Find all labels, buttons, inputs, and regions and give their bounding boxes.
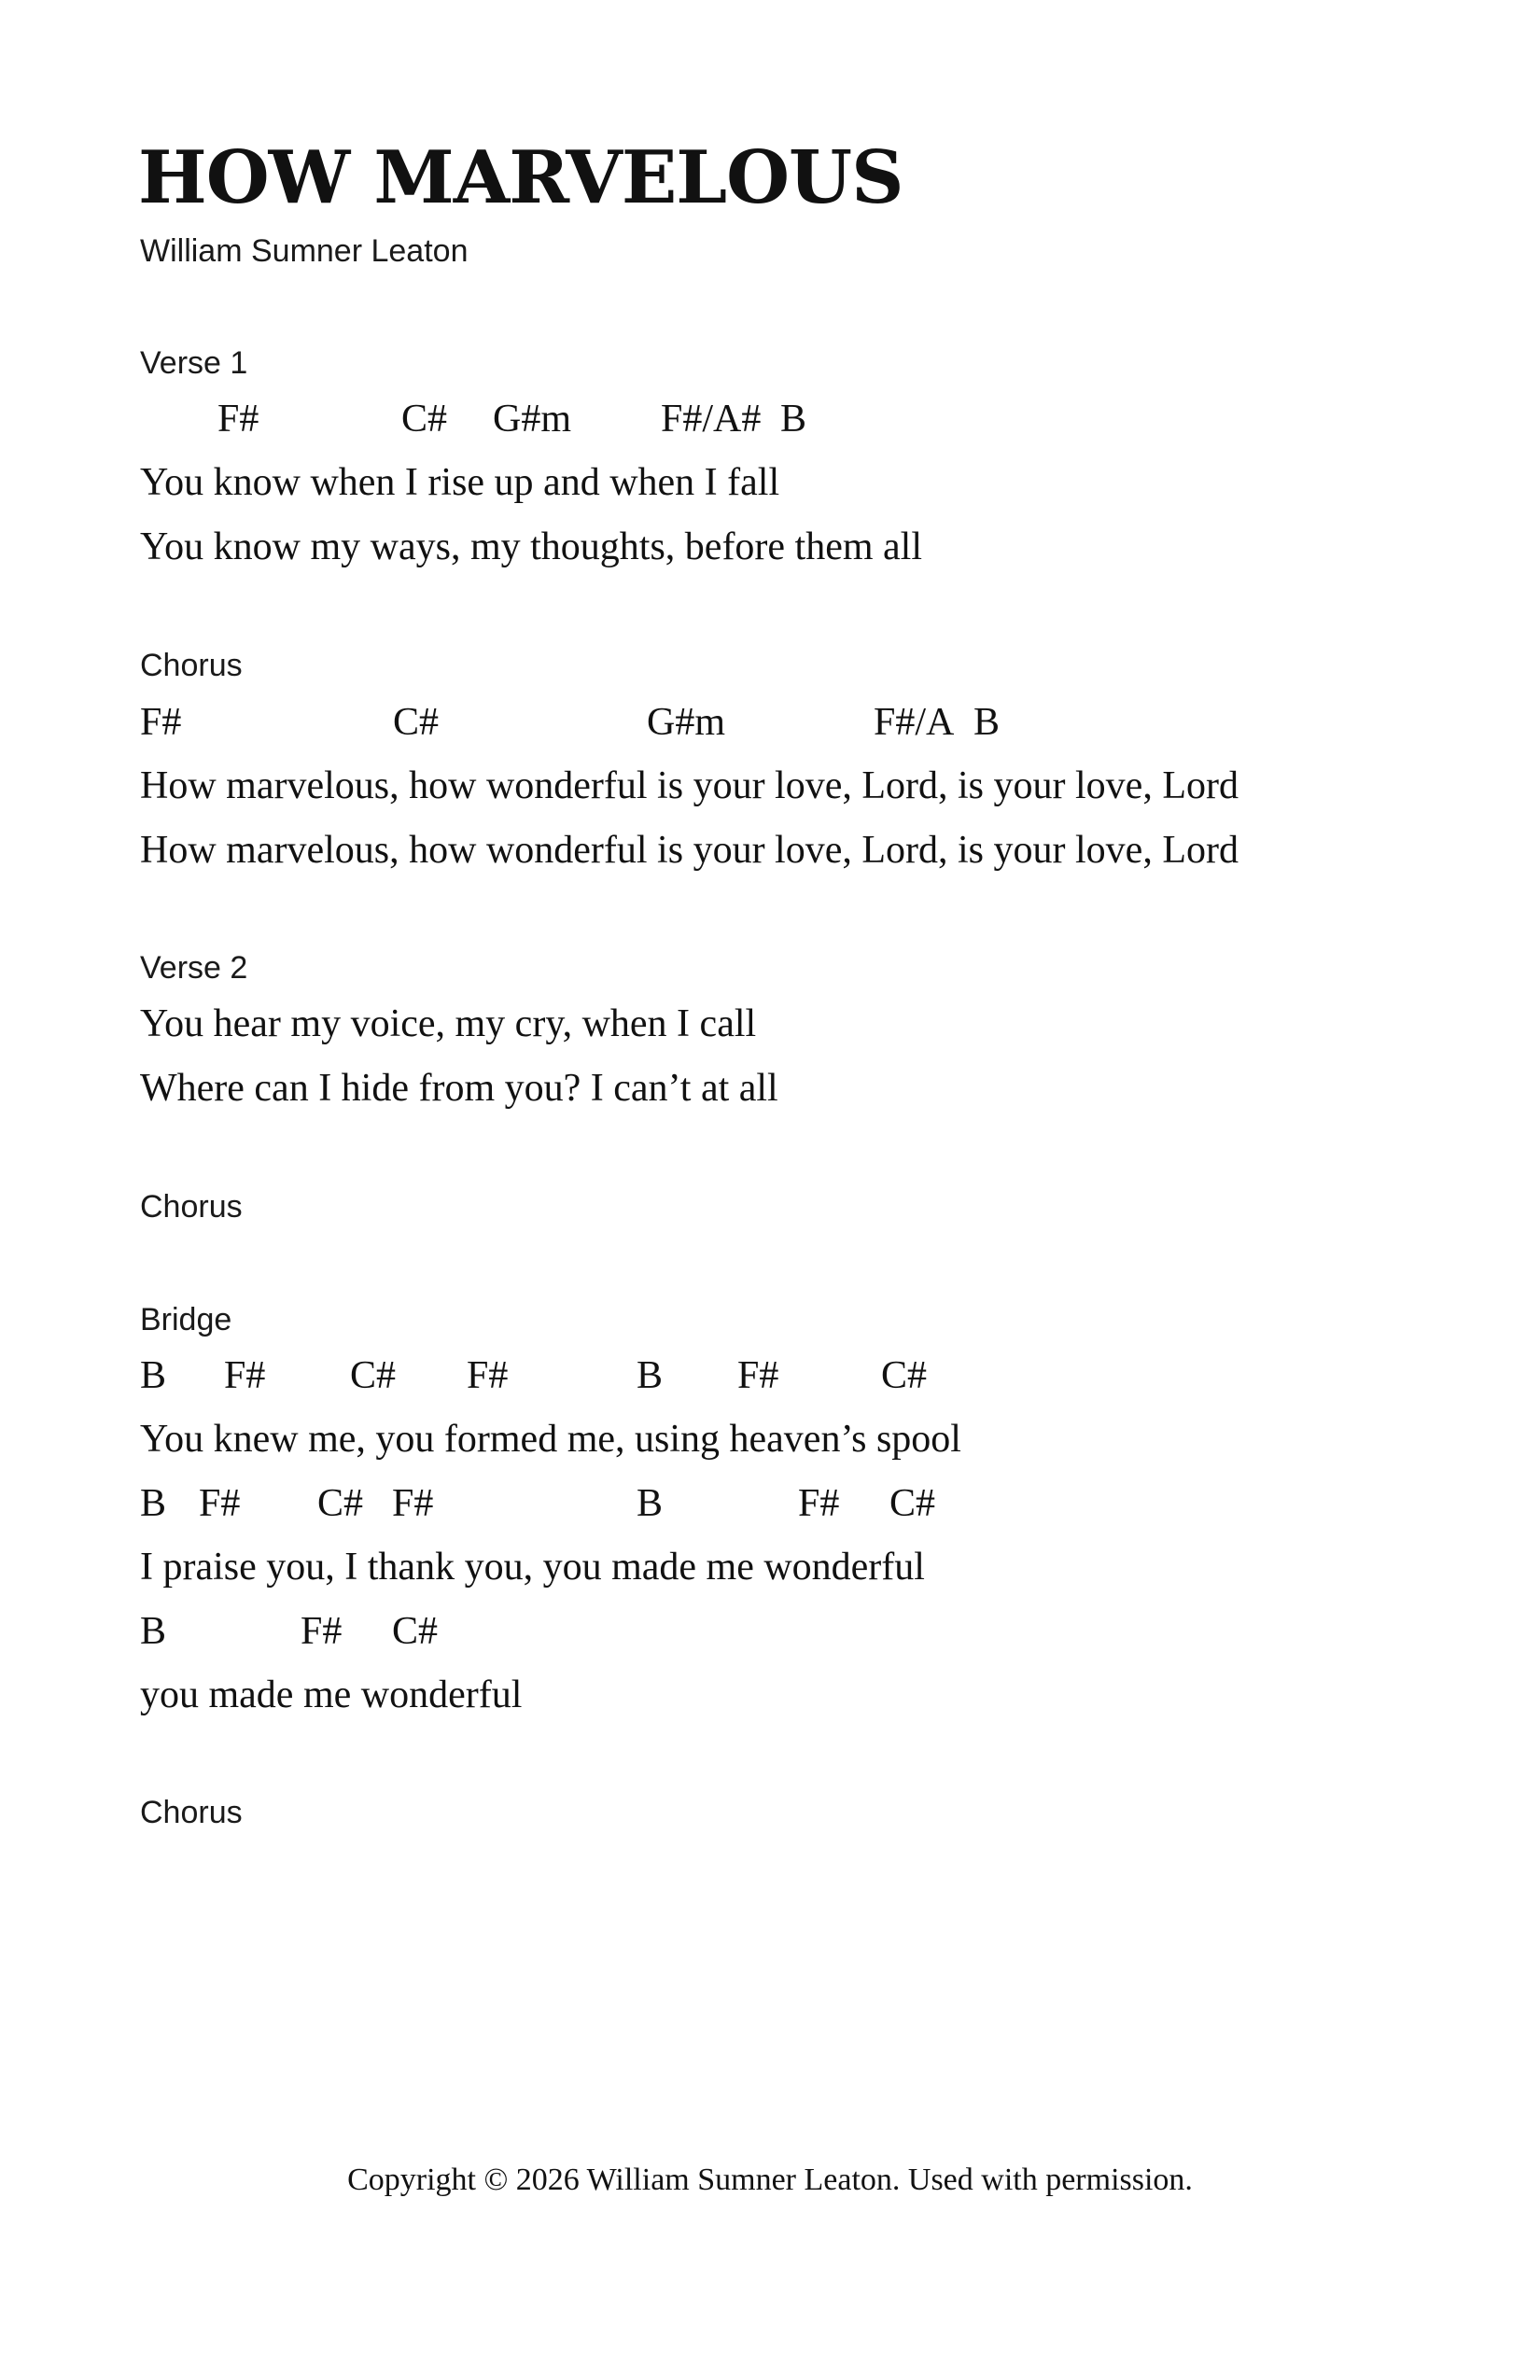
chord: F# [224, 1354, 266, 1397]
chord: C# [889, 1482, 936, 1525]
lyric-line: you made me wonderful [140, 1673, 523, 1716]
chord: C# [401, 398, 448, 441]
page-title: HOW MARVELOUS [138, 135, 903, 220]
section-label-bridge: Bridge [140, 1302, 232, 1337]
chord: F# [301, 1610, 343, 1653]
chord: B [780, 398, 807, 441]
section-label-verse-1: Verse 1 [140, 345, 248, 381]
lyric-line: How marvelous, how wonderful is your love, Lord, is your love, Lord [140, 829, 1239, 872]
chord: C# [392, 1610, 439, 1653]
chord: B [637, 1354, 664, 1397]
chord: B [973, 701, 1001, 744]
section-label-chorus: Chorus [140, 648, 243, 683]
lyric-line: Where can I hide from you? I can’t at all [140, 1067, 778, 1110]
section-label-chorus-repeat: Chorus [140, 1189, 243, 1225]
lyric-line: You know my ways, my thoughts, before them all [140, 525, 923, 568]
chord: F# [140, 701, 182, 744]
lyric-line: You know when I rise up and when I fall [140, 461, 780, 504]
lyric-line: I praise you, I thank you, you made me wonderful [140, 1546, 925, 1589]
chord: B [140, 1354, 167, 1397]
copyright-notice: Copyright © 2026 William Sumner Leaton. Used with permission. [347, 2163, 1193, 2197]
chord: F# [798, 1482, 840, 1525]
chord: C# [350, 1354, 397, 1397]
section-label-verse-2: Verse 2 [140, 950, 248, 986]
chord: B [637, 1482, 664, 1525]
section-label-chorus-repeat: Chorus [140, 1795, 243, 1830]
chord: F# [199, 1482, 241, 1525]
chord: F# [392, 1482, 434, 1525]
chord: B [140, 1610, 167, 1653]
chord: F# [737, 1354, 779, 1397]
lyric-line: You knew me, you formed me, using heaven’s spool [140, 1418, 961, 1461]
chord: F# [217, 398, 259, 441]
chord: B [140, 1482, 167, 1525]
chord: C# [317, 1482, 364, 1525]
author-name: William Sumner Leaton [140, 233, 469, 269]
chord: G#m [493, 398, 571, 441]
lyric-line: How marvelous, how wonderful is your love, Lord, is your love, Lord [140, 764, 1239, 807]
chord: F# [467, 1354, 509, 1397]
chord: F#/A [874, 701, 955, 744]
chord: G#m [647, 701, 725, 744]
chord: F#/A# [661, 398, 762, 441]
chord: C# [881, 1354, 928, 1397]
chord: C# [393, 701, 440, 744]
lyric-line: You hear my voice, my cry, when I call [140, 1002, 757, 1045]
